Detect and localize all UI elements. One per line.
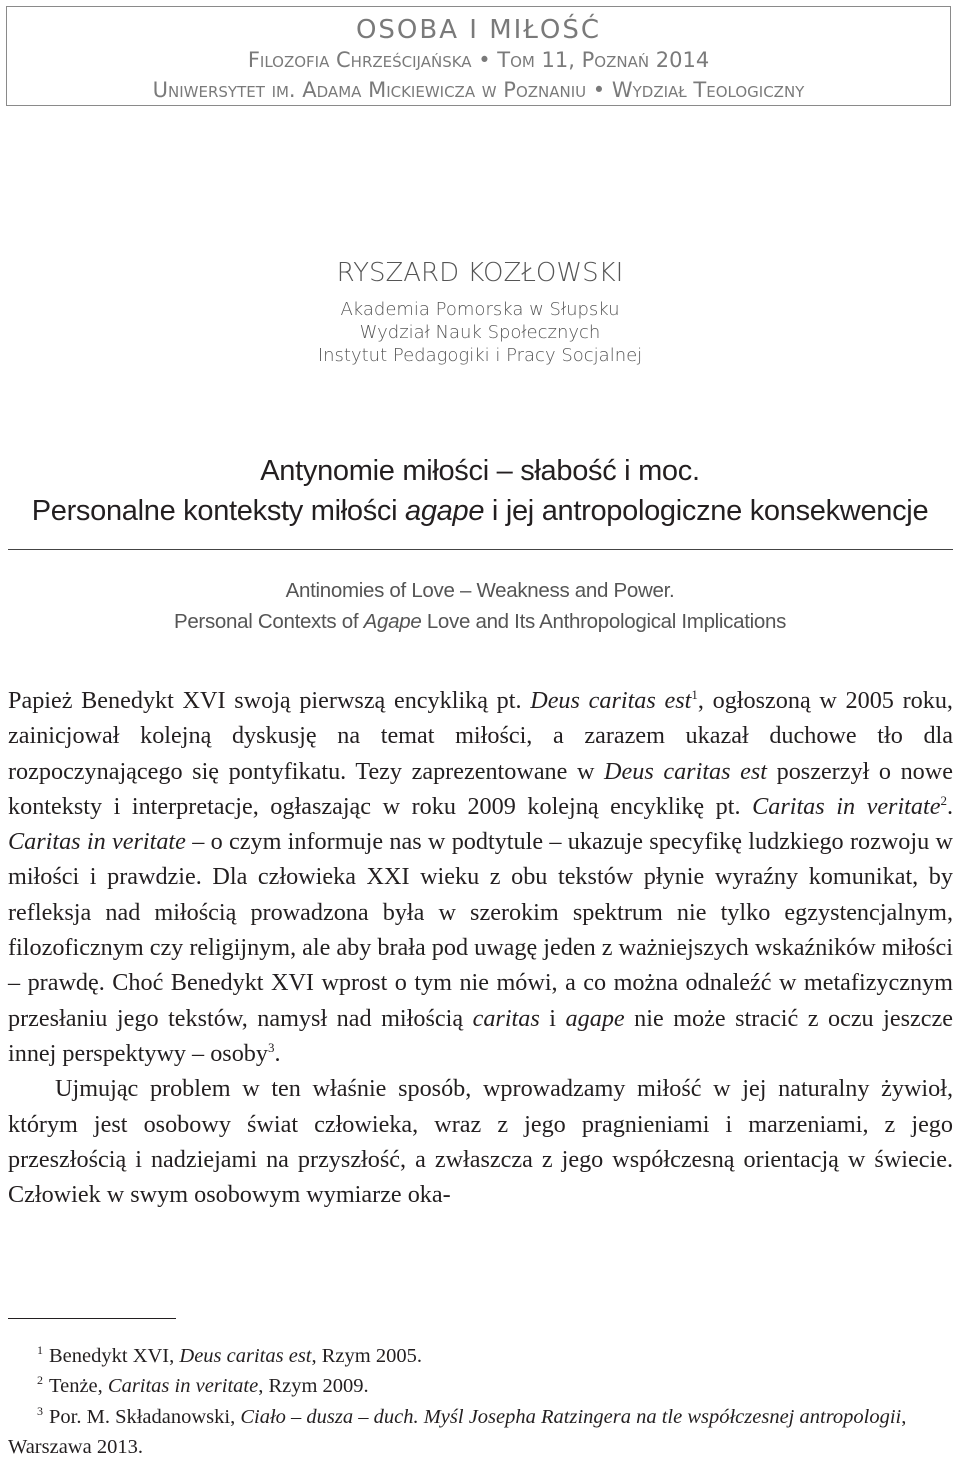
footnote-text: Benedykt XVI, [49, 1345, 180, 1367]
footnote-divider [8, 1318, 176, 1319]
journal-series-line: Filozofia Chrześcijańska • Tom 11, Poznań 2014 [247, 48, 710, 72]
footnote-ref: 3 [267, 1039, 275, 1055]
body-span: Papież Benedykt XVI swoją pierwszą encykliką pt. [8, 687, 531, 714]
article-title-polish [0, 451, 960, 531]
title-italic: agape [405, 495, 485, 527]
body-span: , ogłoszoną w 2005 roku, zainicjował kolejną dyskusję na temat miłości, a zarazem ukazał duchowe tło dla rozpoczynającego się pontyfikatu. Tezy zaprezentowane w [8, 687, 953, 785]
body-italic: Caritas in veritate [8, 828, 186, 856]
affiliation-line: Instytut Pedagogiki i Pracy Socjalnej [317, 345, 643, 366]
english-title-line-2 [0, 606, 960, 637]
affiliation-line: Wydział Nauk Społecznych [359, 322, 601, 343]
body-italic: caritas [472, 1004, 540, 1032]
footnote-text: , Rzym 2005. [311, 1345, 422, 1367]
title-text: Personal Contexts of [173, 610, 364, 633]
author-block [0, 256, 960, 367]
author-name: RYSZARD KOZŁOWSKI [336, 258, 624, 288]
body-span: nie może stracić z oczu jeszcze innej perspektywy – osoby [8, 1004, 953, 1067]
title-line-2 [0, 491, 960, 531]
journal-title: OSOBA I MIŁOŚĆ [355, 15, 602, 45]
footnote-ref: 2 [940, 792, 947, 808]
body-span: poszerzył o nowe konteksty i interpretacje, ogłaszając w roku 2009 kolejną encyklikę pt. [8, 757, 953, 820]
footnote-text: , Warszawa 2013. [8, 1405, 907, 1458]
title-text: i jej antropologiczne konsekwencje [484, 495, 929, 527]
paragraph-1 [8, 683, 953, 1071]
title-text: Personalne konteksty miłości [31, 495, 406, 527]
footnote-italic: Caritas in veritate [107, 1375, 259, 1398]
body-italic: Caritas in veritate [752, 792, 941, 820]
paragraph-2: Ujmując problem w ten właśnie sposób, wprowadzamy miłość w jej naturalny żywioł, którym jest osobowy świat człowieka, wraz z jego pragnieniami i marzeniami, z jego przeszłością i nadziejami na przyszłość, a zwłaszcza z jego współczesną orientacją w świecie. Człowiek w swym osobowym wymiarze oka- [8, 1075, 953, 1209]
title-line-1: Antynomie miłości – słabość i moc. [260, 455, 700, 487]
body-span: . [946, 792, 953, 820]
english-title-line-1: Antinomies of Love – Weakness and Power. [285, 579, 675, 602]
title-italic: Agape [363, 610, 422, 633]
footnote-italic: Ciało – dusza – duch. Myśl Josepha Ratzingera na tle współczesnej antropologii [240, 1405, 902, 1428]
footnotes [8, 1341, 953, 1462]
body-italic: Deus caritas est [604, 757, 768, 785]
journal-header-box [6, 6, 951, 106]
title-text: Love and Its Anthropological Implications [421, 610, 787, 633]
body-italic: Deus caritas est [530, 687, 692, 714]
footnote-italic: Deus caritas est [179, 1345, 312, 1367]
footnote-text: Por. M. Składanowski, [49, 1405, 241, 1428]
body-span: . [274, 1039, 281, 1067]
affiliation-line: Akademia Pomorska w Słupsku [340, 299, 620, 320]
footnote-text: Tenże, [49, 1375, 108, 1398]
journal-university-line: Uniwersytet im. Adama Mickiewicza w Poznaniu • Wydział Teologiczny [152, 78, 805, 102]
body-span: i [539, 1004, 566, 1032]
footnote: 3 Por. M. Składanowski, Ciało – dusza – duch. Myśl Josepha Ratzingera na tle współczesnej antropologii, Warszawa 2013. [8, 1403, 907, 1458]
body-italic: agape [565, 1004, 625, 1032]
footnote-ref: 1 [691, 686, 698, 702]
footnote: 2 Tenże, Caritas in veritate, Rzym 2009. [37, 1373, 369, 1398]
body-text [8, 683, 953, 1212]
article-title-english [0, 575, 960, 637]
body-span: – o czym informuje nas w podtytule – ukazuje specyfikę ludzkiego rozwoju w miłości i prawdzie. Dla człowieka XXI wieku z obu tekstów płynie wyraźny komunikat, by refleksja nad miłością prowadzona była w szerokim spektrum nie tylko egzystencjalnym, filozoficznym czy religijnym, ale aby brała pod uwagę jeden z ważniejszych wskaźników miłości – prawdę. Choć Benedykt XVI wprost o tym nie mówi, a co można odnaleźć w metafizycznym przesłaniu jego tekstów, namysł nad miłością [8, 828, 953, 1032]
title-divider [8, 549, 953, 550]
footnote: 1 Benedykt XVI, Deus caritas est, Rzym 2005. [37, 1343, 422, 1367]
footnote-text: , Rzym 2009. [258, 1375, 369, 1398]
